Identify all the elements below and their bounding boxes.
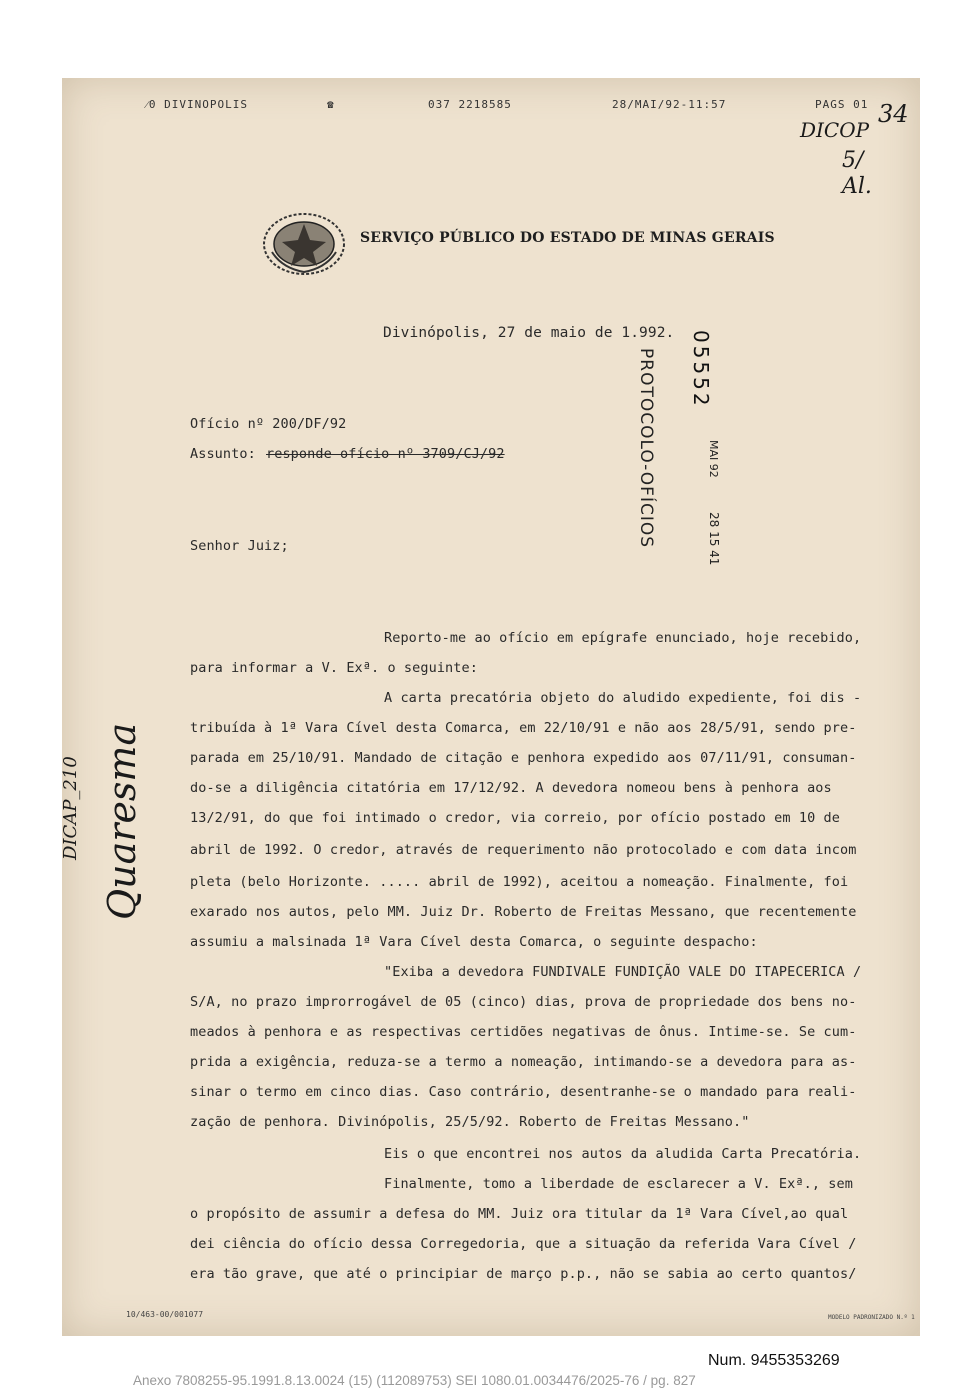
body-line: assumiu a malsinada 1ª Vara Cível desta Comarca, o seguinte despacho: [190,934,758,950]
subject-label: Assunto: [190,446,256,462]
handwritten-page-number: 34 [878,100,909,128]
body-line: abril de 1992. O credor, através de requerimento não protocolado e com data incom [190,842,857,858]
salutation: Senhor Juiz; [190,538,289,554]
body-line: o propósito de assumir a defesa do MM. Juiz ora titular da 1ª Vara Cível,ao qual [190,1206,849,1222]
handwritten-marks: 5/ Al. [842,148,872,199]
body-line: A carta precatória objeto do aludido expediente, foi dis - [384,690,862,706]
body-line: exarado nos autos, pelo MM. Juiz Dr. Roberto de Freitas Messano, que recentemente [190,904,857,920]
body-line: dei ciência do ofício dessa Corregedoria, que a situação da referida Vara Cível / [190,1236,857,1252]
body-line: para informar a V. Exª. o seguinte: [190,660,478,676]
body-line: Eis o que encontrei nos autos da aludida Carta Precatória. [384,1146,862,1162]
body-line: era tão grave, que até o principiar de março p.p., não se sabia ao certo quantos/ [190,1266,857,1282]
body-line: 13/2/91, do que foi intimado o credor, via correio, por ofício postado em 10 de [190,810,840,826]
stamp-date: MAI 92 [707,440,720,478]
state-seal-icon [262,212,346,276]
fax-telephone-icon: ☎ [327,98,335,111]
fax-phone: 037 2218585 [428,98,512,111]
quote-line: zação de penhora. Divinópolis, 25/5/92. Roberto de Freitas Messano." [190,1114,750,1130]
body-line: Reporto-me ao ofício em epígrafe enunciado, hoje recebido, [384,630,862,646]
letterhead-title: SERVIÇO PÚBLICO DO ESTADO DE MINAS GERAIS [360,230,775,246]
handwritten-margin-code: DICAP_210 [60,756,81,860]
fax-datetime: 28/MAI/92-11:57 [612,98,727,111]
date-line: Divinópolis, 27 de maio de 1.992. [383,325,675,341]
quote-line: meados à penhora e as respectivas certidões negativas de ônus. Intime-se. Se cum- [190,1024,857,1040]
quote-line: prida a exigência, reduza-se a termo a nomeação, intimando-se a devedora para as- [190,1054,857,1070]
document-number: Num. 9455353269 [708,1352,840,1369]
fax-pages: PAGS 01 [815,98,869,111]
quote-line: "Exiba a devedora FUNDIVALE FUNDIÇÃO VALE DO ITAPECERICA / [384,964,862,980]
stamp-time: 28 15 41 [707,512,721,566]
stamp-protocol: PROTOCOLO-OFÍCIOS [636,348,656,549]
body-line: pleta (belo Horizonte. ..... abril de 1992), aceitou a nomeação. Finalmente, foi [190,874,849,890]
subject-value: responde ofício nº 3709/CJ/92 [266,446,505,462]
printer-mark: MODELO PADRONIZADO N.º 1 [828,1314,915,1321]
handwritten-dicop: DICOP [800,118,870,142]
body-line: do-se a diligência citatória em 17/12/92. A devedora nomeou bens à penhora aos [190,780,832,796]
annex-reference: Anexo 7808255-95.1991.8.13.0024 (15) (112089753) SEI 1080.01.0034476/2025-76 / pg. 827 [133,1373,696,1388]
form-code: 10/463-00/001077 [126,1310,204,1319]
quote-line: S/A, no prazo improrrogável de 05 (cinco) dias, prova de propriedade dos bens no- [190,994,857,1010]
oficio-number: Ofício nº 200/DF/92 [190,416,347,432]
body-line: tribuída à 1ª Vara Cível desta Comarca, em 22/10/91 e não aos 28/5/91, sendo pre- [190,720,857,736]
stamp-number: 05552 [689,330,713,409]
fax-origin: ⁄0 DIVINOPOLIS [146,98,248,111]
handwritten-signature: Quaresma [100,722,144,920]
body-line: Finalmente, tomo a liberdade de esclarecer a V. Exª., sem [384,1176,853,1192]
body-line: parada em 25/10/91. Mandado de citação e penhora expedido aos 07/11/91, consuman- [190,750,857,766]
quote-line: sinar o termo em cinco dias. Caso contrário, desentranhe-se o mandado para reali- [190,1084,857,1100]
